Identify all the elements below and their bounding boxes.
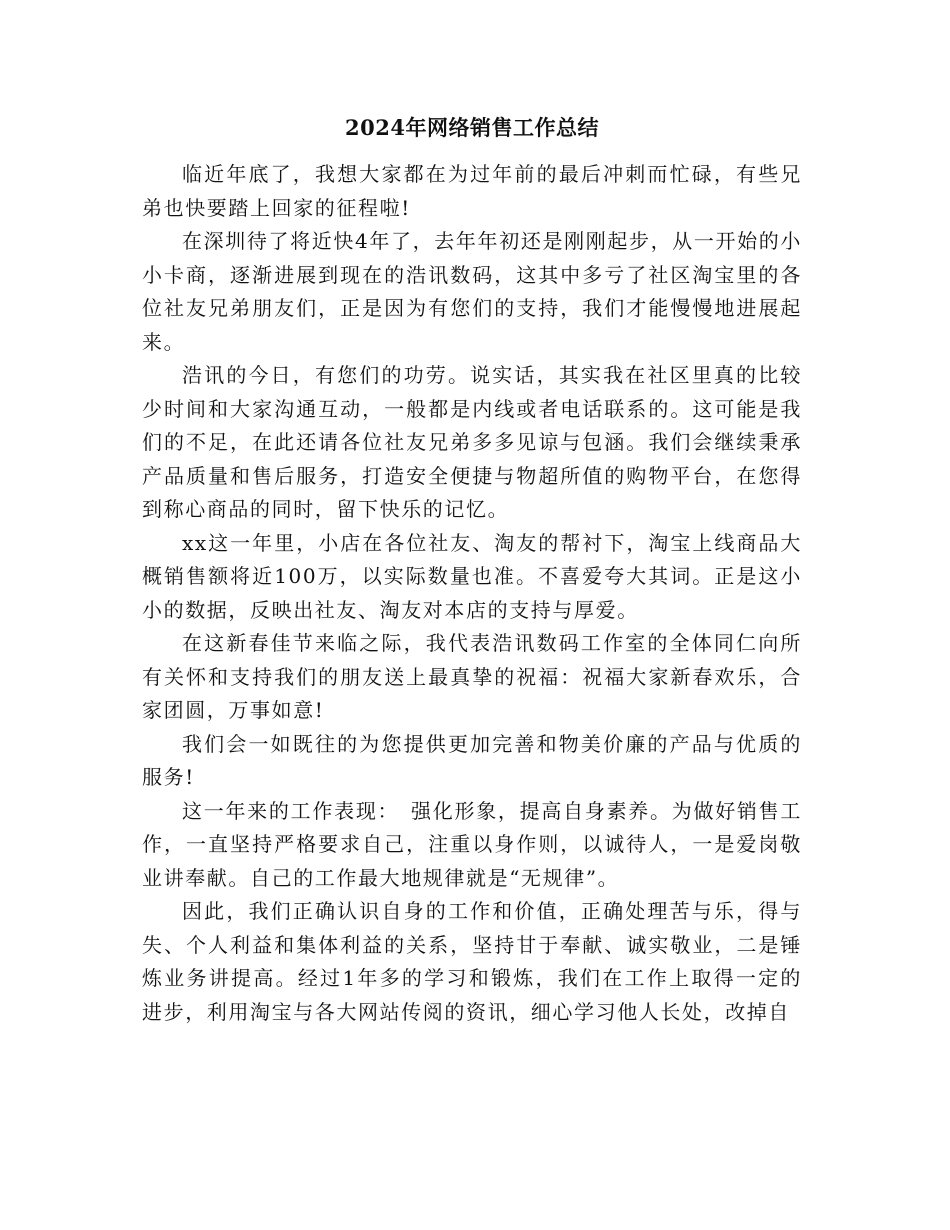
paragraph-sales: xx这一年里，小店在各位社友、淘友的帮衬下，淘宝上线商品大概销售额将近100万，以实际数量也准。不喜爱夸大其词。正是这小小的数据，反映出社友、淘友对本店的支持与厚爱。	[142, 530, 802, 622]
paragraph-wishes: 在这新春佳节来临之际，我代表浩讯数码工作室的全体同仁向所有关怀和支持我们的朋友送上最真挚的祝福：祝福大家新春欢乐，合家团圆，万事如意!	[142, 631, 802, 722]
document-title: 2024年网络销售工作总结	[345, 115, 599, 140]
paragraph-promise: 我们会一如既往的为您提供更加完善和物美价廉的产品与优质的服务!	[142, 731, 802, 789]
paragraph-greeting: 临近年底了，我想大家都在为过年前的最后冲刺而忙碌，有些兄弟也快要踏上回家的征程啦!	[142, 162, 802, 220]
paragraph-reflection: 因此，我们正确认识自身的工作和价值，正确处理苦与乐，得与失、个人利益和集体利益的关系，坚持甘于奉献、诚实敬业，二是锤炼业务讲提高。经过1年多的学习和锻炼，我们在工作上取得一定的进步，利用淘宝与各大网站传阅的资讯，细心学习他人长处，改掉自	[142, 899, 802, 1024]
document-page	[142, 112, 802, 1029]
paragraph-thanks: 浩讯的今日，有您们的功劳。说实话，其实我在社区里真的比较少时间和大家沟通互动，一般都是内线或者电话联系的。这可能是我们的不足，在此还请各位社友兄弟多多见谅与包涵。我们会继续秉承产品质量和售后服务，打造安全便捷与物超所值的购物平台，在您得到称心商品的同时，留下快乐的记忆。	[142, 363, 802, 521]
paragraph-history: 在深圳待了将近快4年了，去年年初还是刚刚起步，从一开始的小小卡商，逐渐进展到现在的浩讯数码，这其中多亏了社区淘宝里的各位社友兄弟朋友们，正是因为有您们的支持，我们才能慢慢地进展起来。	[142, 229, 802, 354]
paragraph-performance: 这一年来的工作表现： 强化形象，提高自身素养。为做好销售工作，一直坚持严格要求自己，注重以身作则，以诚待人，一是爱岗敬业讲奉献。自己的工作最大地规律就是“无规律”。	[142, 798, 802, 890]
